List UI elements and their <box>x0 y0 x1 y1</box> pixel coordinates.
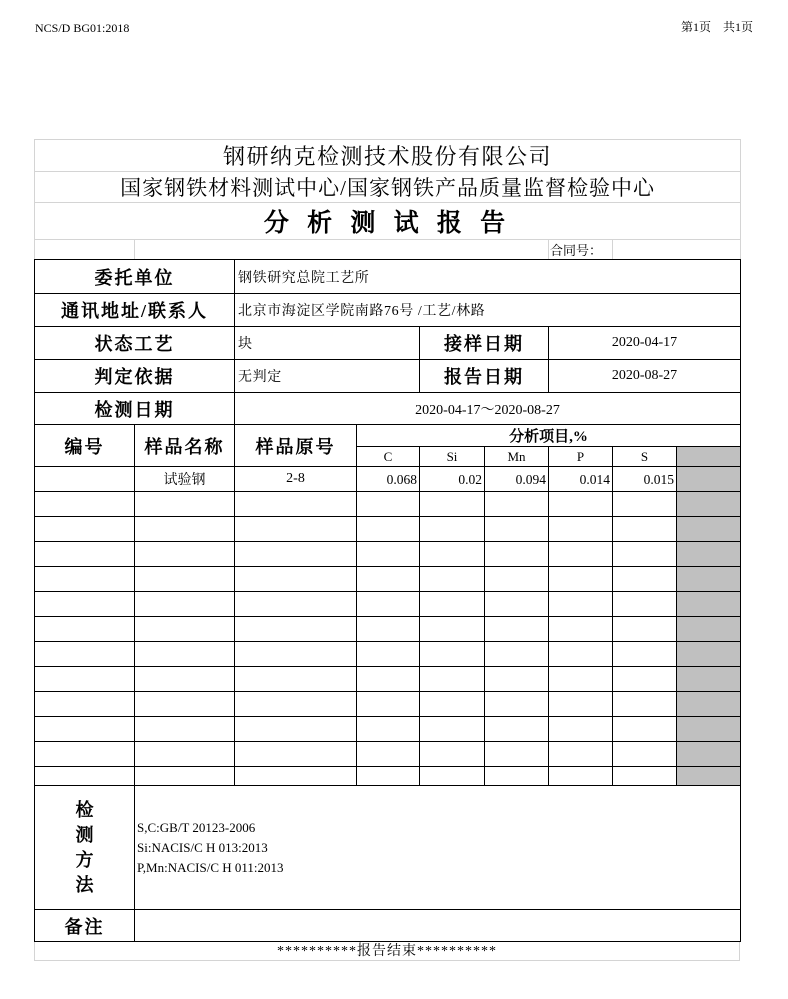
result-value-mn: 0.094 <box>485 467 549 492</box>
empty-cell <box>35 642 135 667</box>
empty-cell <box>35 492 135 517</box>
company-row <box>35 140 741 172</box>
empty-cell <box>549 742 613 767</box>
report-date-value: 2020-08-27 <box>549 360 741 393</box>
empty-cell <box>357 492 420 517</box>
empty-cell <box>420 642 485 667</box>
sample-name-header: 样品名称 <box>135 425 235 467</box>
empty-cell <box>235 492 357 517</box>
empty-cell <box>485 492 549 517</box>
empty-cell <box>135 567 235 592</box>
empty-cell <box>35 667 135 692</box>
sample-original-number-header: 样品原号 <box>235 425 357 467</box>
result-value-c: 0.068 <box>357 467 420 492</box>
empty-cell <box>35 692 135 717</box>
shaded-cell <box>677 742 741 767</box>
empty-cell <box>613 492 677 517</box>
client-value: 钢铁研究总院工艺所 <box>235 260 741 294</box>
shaded-cell <box>677 642 741 667</box>
empty-cell <box>549 542 613 567</box>
empty-cell <box>485 617 549 642</box>
empty-cell <box>613 742 677 767</box>
testing-centers: 国家钢铁材料测试中心/国家钢铁产品质量监督检验中心 <box>35 172 741 203</box>
empty-cell <box>420 592 485 617</box>
empty-cell <box>549 617 613 642</box>
document-code: NCS/D BG01:2018 <box>35 21 130 35</box>
empty-cell <box>135 517 235 542</box>
empty-cell <box>135 767 235 786</box>
address-label: 通讯地址/联系人 <box>35 294 235 327</box>
shaded-cell <box>677 717 741 742</box>
title-row <box>35 203 741 240</box>
empty-cell <box>357 517 420 542</box>
empty-cell <box>135 692 235 717</box>
empty-cell <box>613 592 677 617</box>
shaded-cell <box>677 667 741 692</box>
empty-row <box>35 767 741 786</box>
element-header-c: C <box>357 447 420 467</box>
empty-cell <box>235 717 357 742</box>
empty-cell <box>135 592 235 617</box>
empty-cell <box>235 617 357 642</box>
empty-cell <box>485 717 549 742</box>
results-body <box>35 467 741 786</box>
report-sheet <box>34 139 740 961</box>
empty-cell <box>235 692 357 717</box>
sample-original-number-cell: 2-8 <box>235 467 357 492</box>
empty-cell <box>485 542 549 567</box>
method-line: S,C:GB/T 20123-2006 <box>137 819 256 835</box>
empty-cell <box>549 767 613 786</box>
empty-cell <box>357 617 420 642</box>
empty-cell <box>357 717 420 742</box>
address-value: 北京市海淀区学院南路76号 /工艺/林路 <box>235 294 741 327</box>
empty-cell <box>357 567 420 592</box>
empty-cell <box>549 492 613 517</box>
empty-cell <box>135 667 235 692</box>
result-value-s: 0.015 <box>613 467 677 492</box>
empty-cell <box>613 767 677 786</box>
report-table <box>34 259 741 942</box>
remarks-row <box>35 910 741 942</box>
remarks-label: 备注 <box>35 910 135 942</box>
shaded-cell <box>677 517 741 542</box>
centers-row <box>35 172 741 203</box>
report-title: 分 析 测 试 报 告 <box>35 203 741 240</box>
test-date-value: 2020-04-17～2020-08-27 <box>235 393 741 425</box>
result-value-si: 0.02 <box>420 467 485 492</box>
empty-cell <box>35 592 135 617</box>
empty-cell <box>420 567 485 592</box>
empty-cell <box>357 592 420 617</box>
sample-number-header: 编号 <box>35 425 135 467</box>
report-end-line: **********报告结束********** <box>34 942 740 961</box>
basis-value: 无判定 <box>235 360 420 393</box>
empty-row <box>35 742 741 767</box>
empty-cell <box>235 642 357 667</box>
empty-cell <box>235 542 357 567</box>
empty-cell <box>485 692 549 717</box>
methods-label: 检测方法 <box>75 799 94 895</box>
empty-cell <box>420 542 485 567</box>
empty-cell <box>135 492 235 517</box>
empty-cell <box>613 642 677 667</box>
empty-row <box>35 492 741 517</box>
basis-label: 判定依据 <box>35 360 235 393</box>
contract-number-label: 合同号： <box>549 240 613 260</box>
blank-cell <box>35 240 135 260</box>
result-value-p: 0.014 <box>549 467 613 492</box>
empty-row <box>35 717 741 742</box>
empty-row <box>35 692 741 717</box>
empty-row <box>35 642 741 667</box>
element-header-s: S <box>613 447 677 467</box>
shaded-cell <box>677 467 741 492</box>
empty-cell <box>35 717 135 742</box>
empty-cell <box>549 592 613 617</box>
state-value: 块 <box>235 327 420 360</box>
empty-cell <box>420 692 485 717</box>
empty-cell <box>235 742 357 767</box>
empty-cell <box>357 642 420 667</box>
empty-cell <box>135 542 235 567</box>
empty-cell <box>420 617 485 642</box>
client-info-section <box>35 260 741 425</box>
empty-cell <box>135 642 235 667</box>
shaded-cell <box>677 592 741 617</box>
empty-cell <box>235 567 357 592</box>
address-row <box>35 294 741 327</box>
empty-cell <box>420 767 485 786</box>
empty-cell <box>420 742 485 767</box>
empty-row <box>35 567 741 592</box>
contract-row <box>35 240 741 260</box>
received-date-label: 接样日期 <box>420 327 549 360</box>
remarks-value <box>135 910 741 942</box>
empty-cell <box>485 642 549 667</box>
methods-label-cell <box>35 786 135 910</box>
empty-cell <box>235 592 357 617</box>
empty-cell <box>613 717 677 742</box>
empty-cell <box>357 542 420 567</box>
empty-cell <box>135 617 235 642</box>
empty-cell <box>485 592 549 617</box>
empty-cell <box>235 517 357 542</box>
empty-cell <box>35 542 135 567</box>
shaded-cell <box>677 617 741 642</box>
shaded-cell <box>677 447 741 467</box>
element-header-p: P <box>549 447 613 467</box>
shaded-cell <box>677 492 741 517</box>
empty-cell <box>485 567 549 592</box>
empty-cell <box>549 717 613 742</box>
method-line: P,Mn:NACIS/C H 011:2013 <box>137 859 284 875</box>
sample-name-cell: 试验钢 <box>135 467 235 492</box>
empty-cell <box>235 667 357 692</box>
empty-cell <box>613 542 677 567</box>
empty-cell <box>485 742 549 767</box>
state-label: 状态工艺 <box>35 327 235 360</box>
methods-row <box>35 786 741 910</box>
shaded-cell <box>677 567 741 592</box>
report-heading-table <box>34 139 741 259</box>
empty-cell <box>135 742 235 767</box>
empty-row <box>35 667 741 692</box>
empty-cell <box>613 667 677 692</box>
client-label: 委托单位 <box>35 260 235 294</box>
empty-cell <box>549 517 613 542</box>
test-date-label: 检测日期 <box>35 393 235 425</box>
empty-cell <box>357 667 420 692</box>
empty-cell <box>35 517 135 542</box>
empty-cell <box>549 642 613 667</box>
empty-cell <box>485 767 549 786</box>
empty-cell <box>613 617 677 642</box>
empty-cell <box>235 767 357 786</box>
empty-cell <box>613 692 677 717</box>
empty-cell <box>420 517 485 542</box>
shaded-cell <box>677 767 741 786</box>
basis-row <box>35 360 741 393</box>
test-date-row <box>35 393 741 425</box>
empty-cell <box>35 742 135 767</box>
empty-cell <box>35 767 135 786</box>
state-row <box>35 327 741 360</box>
empty-cell <box>357 742 420 767</box>
methods-section <box>35 786 741 942</box>
empty-cell <box>549 692 613 717</box>
page-number: 第1页 共1页 <box>680 20 753 34</box>
blank-cell <box>135 240 549 260</box>
received-date-value: 2020-04-17 <box>549 327 741 360</box>
empty-cell <box>357 692 420 717</box>
empty-cell <box>485 517 549 542</box>
empty-cell <box>613 517 677 542</box>
company-name: 钢研纳克检测技术股份有限公司 <box>35 140 741 172</box>
report-date-label: 报告日期 <box>420 360 549 393</box>
empty-cell <box>420 667 485 692</box>
shaded-cell <box>677 692 741 717</box>
empty-cell <box>613 567 677 592</box>
empty-row <box>35 542 741 567</box>
heading-body <box>35 140 741 260</box>
results-header <box>35 425 741 467</box>
results-header-row <box>35 425 741 447</box>
sample-number-cell <box>35 467 135 492</box>
empty-cell <box>420 717 485 742</box>
empty-cell <box>35 567 135 592</box>
analysis-items-header: 分析项目,% <box>357 425 741 447</box>
empty-cell <box>35 617 135 642</box>
empty-cell <box>135 717 235 742</box>
methods-content <box>135 786 741 910</box>
element-header-si: Si <box>420 447 485 467</box>
empty-row <box>35 617 741 642</box>
method-line: Si:NACIS/C H 013:2013 <box>137 839 268 855</box>
empty-cell <box>549 667 613 692</box>
empty-cell <box>485 667 549 692</box>
client-row <box>35 260 741 294</box>
empty-cell <box>420 492 485 517</box>
contract-number-value <box>613 240 741 260</box>
sample-row <box>35 467 741 492</box>
empty-cell <box>549 567 613 592</box>
empty-row <box>35 592 741 617</box>
shaded-cell <box>677 542 741 567</box>
empty-row <box>35 517 741 542</box>
empty-cell <box>357 767 420 786</box>
element-header-mn: Mn <box>485 447 549 467</box>
